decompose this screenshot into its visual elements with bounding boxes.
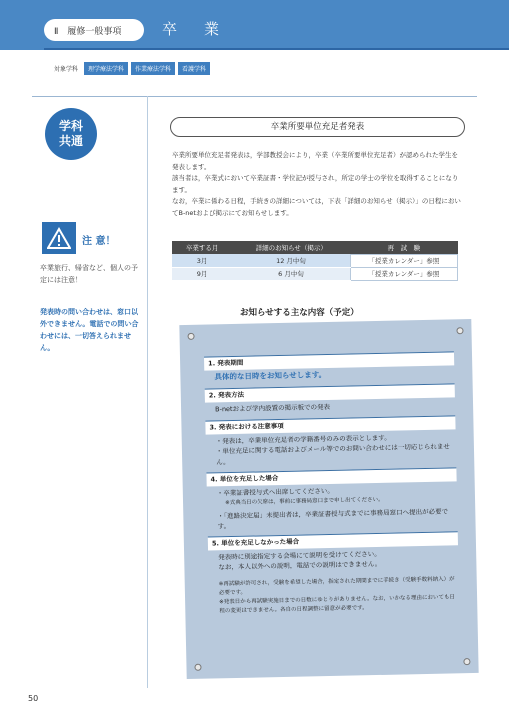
board-notes: [219, 575, 456, 616]
page-number: 50: [28, 694, 39, 703]
target-label: 対象学科: [54, 66, 79, 73]
paragraph-1: 卒業所要単位充足者発表は，学部教授会により，卒業（卒業所要単位充足者）が認められた学生を発表します。: [172, 151, 458, 171]
chapter-label: Ⅱ 履修一般事項: [44, 19, 144, 41]
table-header: 再 試 験: [350, 241, 457, 254]
item-bullet: ・単位充足に関する電話およびメール等でのお問い合わせには一切応じられません。: [215, 442, 450, 466]
item-bullet: ・発表は，卒業単位充足者の学籍番号のみの表示とします。: [215, 433, 391, 445]
side-inquiry-note: 発表時の問い合わせは、窓口以外できません。電話での問い合わせには、一切答えられません。: [40, 308, 139, 352]
badge-line2: 共通: [58, 134, 83, 148]
column-divider: [147, 96, 148, 688]
note-2: ※発表日から再試験実施日までの日数にゆとりがありません。なお，いかなる理由においても日程の変更はできません。各自の日程調整に留意が必要です。: [219, 594, 456, 615]
side-note: 卒業旅行、帰省など、個人の予定には注意！: [40, 264, 138, 284]
pin-icon: [456, 327, 463, 334]
board-item-3: [205, 415, 456, 467]
common-badge: [45, 108, 97, 160]
table-row: [172, 267, 458, 280]
notice-board: [179, 319, 478, 679]
table-cell: 9月: [172, 267, 232, 280]
item-body: B-netおよび学内設置の掲示板での発表: [215, 402, 331, 413]
notice-title: お知らせする主な内容（予定）: [240, 308, 359, 318]
item-body: なお，本人以外への説明，電話での説明はできません。: [218, 559, 382, 572]
target-tag-nursing: 看護学科: [178, 62, 210, 75]
item-subnote: ※式典当日の欠席は，事前に事務局窓口まで申し出てください。: [225, 496, 384, 507]
board-item-1: [204, 351, 454, 382]
item-heading: 1. 発表期間: [204, 351, 454, 370]
pin-icon: [194, 664, 201, 671]
page-title: 卒 業: [162, 20, 226, 38]
item-bullet: ・「進路決定届」未提出者は，卒業証書授与式までに事務局窓口へ提出が必要です。: [217, 507, 449, 531]
item-heading: 5. 単位を充足しなかった場合: [208, 531, 458, 550]
item-heading: 4. 単位を充足した場合: [206, 467, 456, 486]
table-header: 卒業する月: [172, 241, 232, 254]
target-departments: [54, 62, 210, 75]
warning-icon: [42, 222, 76, 254]
pin-icon: [463, 658, 470, 665]
item-body: 具体的な日時をお知らせします。: [214, 369, 327, 381]
target-tag-pt: 理学療法学科: [84, 62, 128, 75]
header-rule: [44, 48, 509, 50]
table-header-row: [172, 241, 458, 254]
board-item-4: [206, 467, 457, 532]
item-bullet: ・卒業証書授与式へ出席してください。: [216, 486, 334, 497]
body-text: [172, 150, 464, 219]
table-header: 詳細のお知らせ（掲示）: [232, 241, 350, 254]
section-divider: [32, 96, 477, 97]
board-item-5: [208, 531, 459, 573]
section-title: 卒業所要単位充足者発表: [170, 117, 465, 137]
schedule-table: [172, 241, 458, 281]
table-cell: 12 月中旬: [232, 254, 350, 267]
item-heading: 3. 発表における注意事項: [205, 415, 455, 434]
board-item-2: [205, 383, 455, 414]
table-cell: 6 月中旬: [232, 267, 350, 280]
note-1: ※再試験が許可され，受験を希望した場合，指定された期間までに手続き（受験手数料納入）が必要です。: [218, 576, 455, 597]
header-band: [0, 0, 509, 50]
item-body: 発表時に別途指定する会場にて説明を受けてください。: [218, 549, 381, 561]
table-cell: 「授業カレンダー」参照: [350, 254, 457, 267]
badge-line1: 学科: [58, 119, 83, 133]
item-heading: 2. 発表方法: [205, 383, 455, 402]
target-tag-ot: 作業療法学科: [131, 62, 175, 75]
table-cell: 3月: [172, 254, 232, 267]
pin-icon: [187, 333, 194, 340]
paragraph-3: なお，卒業に係わる日程，手続きの詳細については，下表「詳細のお知らせ（掲示）」の日程においてB-netおよび掲示にてお知らせします。: [172, 197, 461, 217]
paragraph-2: 該当者は，卒業式において卒業証書・学位記が授与され，所定の学士の学位を取得することになります。: [172, 174, 459, 194]
table-row: [172, 254, 458, 267]
table-cell: 「授業カレンダー」参照: [350, 267, 457, 280]
warning-label: 注 意！: [82, 236, 116, 247]
